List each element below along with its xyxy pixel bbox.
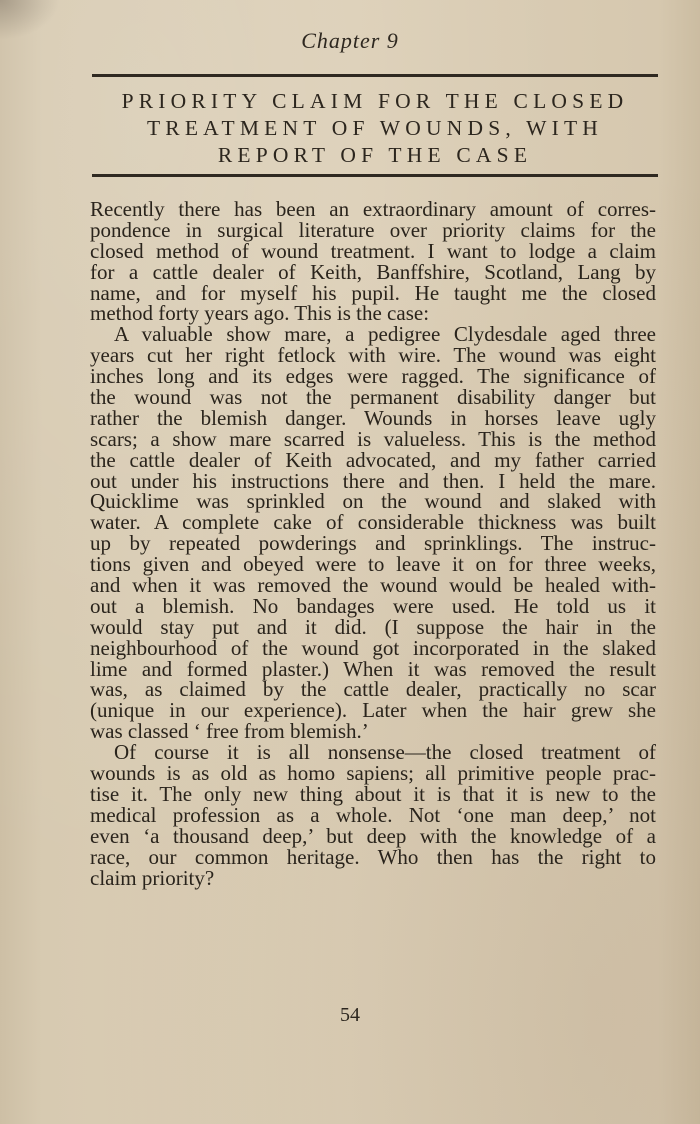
text-line: was, as claimed by the cattle dealer, practically no scar — [90, 677, 656, 702]
text-line: was classed ‘ free from blemish.’ — [90, 719, 369, 744]
title-bottom-rule — [92, 174, 658, 177]
text-line: rather the blemish danger. Wounds in horses leave ugly — [90, 405, 656, 430]
text-line: A valuable show mare, a pedigree Clydesdale aged three — [114, 322, 656, 347]
text-line: Quicklime was sprinkled on the wound and slaked with — [90, 489, 656, 514]
text-line: method forty years ago. This is the case: — [90, 301, 430, 326]
text-line: even ‘a thousand deep,’ but deep with the knowledge of a — [90, 823, 656, 848]
text-line: claim priority? — [90, 865, 215, 890]
text-line: neighbourhood of the wound got incorporated in the slaked — [90, 635, 656, 660]
text-line: wounds is as old as homo sapiens; all primitive people prac- — [90, 761, 656, 786]
text-line: out under his instructions there and then. I held the mare. — [90, 468, 656, 493]
text-line: the wound was not the permanent disability danger but — [90, 385, 656, 410]
title-line: TREATMENT OF WOUNDS, WITH — [146, 116, 604, 140]
text-line: closed method of wound treatment. I want to lodge a claim — [90, 238, 656, 263]
text-line: out a blemish. No bandages were used. He told us it — [90, 593, 656, 618]
text-line: name, and for myself his pupil. He taught me the closed — [90, 280, 656, 305]
text-line: water. A complete cake of considerable thickness was built — [90, 510, 656, 535]
text-line: the cattle dealer of Keith advocated, and my father carried — [90, 447, 656, 472]
title-top-rule — [92, 74, 658, 77]
body-text — [90, 199, 656, 888]
chapter-title — [80, 88, 670, 169]
text-line: inches long and its edges were ragged. The significance of — [90, 364, 656, 389]
text-line: for a cattle dealer of Keith, Banffshire, Scotland, Lang by — [90, 259, 656, 284]
title-line: REPORT OF THE CASE — [217, 143, 533, 167]
text-line: tise it. The only new thing about it is that it is new to the — [90, 781, 656, 806]
title-line: PRIORITY CLAIM FOR THE CLOSED — [121, 89, 629, 113]
text-line: scars; a show mare scarred is valueless. This is the method — [90, 426, 656, 451]
text-line: (unique in our experience). Later when the hair grew she — [90, 698, 656, 723]
text-line: race, our common heritage. Who then has the right to — [90, 844, 656, 869]
text-line: would stay put and it did. (I suppose the hair in the — [90, 614, 656, 639]
page-number: 54 — [340, 1004, 360, 1026]
text-line: up by repeated powderings and sprinklings. The instruc- — [90, 531, 656, 556]
text-line: and when it was removed the wound would be healed with- — [90, 573, 656, 598]
chapter-heading: Chapter 9 — [301, 28, 399, 53]
text-line: lime and formed plaster.) When it was removed the result — [90, 656, 656, 681]
text-line: tions given and obeyed were to leave it on for three weeks, — [90, 552, 656, 577]
text-line: years cut her right fetlock with wire. The wound was eight — [90, 343, 656, 368]
text-line: pondence in surgical literature over priority claims for the — [90, 217, 656, 242]
text-line: Of course it is all nonsense—the closed treatment of — [114, 740, 656, 765]
text-line: Recently there has been an extraordinary amount of corres- — [90, 197, 656, 221]
text-line: medical profession as a whole. Not ‘one man deep,’ not — [90, 802, 656, 827]
